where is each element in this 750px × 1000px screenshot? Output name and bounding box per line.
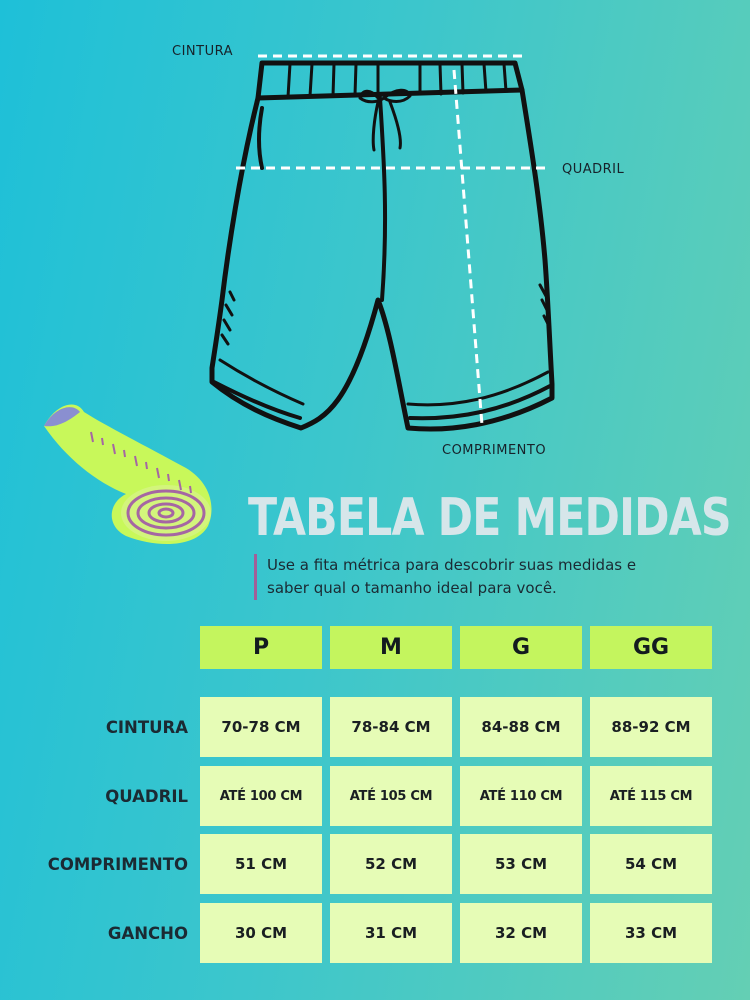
table-cell: ATÉ 115 CM: [590, 766, 712, 826]
tape-measure-icon: [36, 398, 226, 548]
subtitle: [254, 554, 727, 600]
table-cell: 78-84 CM: [330, 697, 452, 757]
subtitle-line-1: Use a fita métrica para descobrir suas medidas e: [267, 556, 637, 574]
size-header-g: G: [460, 626, 582, 669]
table-cell: 32 CM: [460, 903, 582, 963]
table-cell: 33 CM: [590, 903, 712, 963]
table-cell: 53 CM: [460, 834, 582, 894]
subtitle-line-2: saber qual o tamanho ideal para você.: [267, 579, 557, 597]
row-label-hip: QUADRIL: [105, 786, 188, 806]
row-label-rise: GANCHO: [107, 923, 188, 943]
waist-measure-label: CINTURA: [172, 44, 233, 59]
table-cell: 84-88 CM: [460, 697, 582, 757]
table-cell: ATÉ 100 CM: [200, 766, 322, 826]
table-cell: 51 CM: [200, 834, 322, 894]
size-header-m: M: [330, 626, 452, 669]
hip-measure-label: QUADRIL: [562, 162, 625, 177]
table-cell: 70-78 CM: [200, 697, 322, 757]
table-cell: ATÉ 105 CM: [330, 766, 452, 826]
table-cell: 30 CM: [200, 903, 322, 963]
table-cell: 31 CM: [330, 903, 452, 963]
table-cell: 52 CM: [330, 834, 452, 894]
table-cell: 54 CM: [590, 834, 712, 894]
table-cell: ATÉ 110 CM: [460, 766, 582, 826]
length-measure-label: COMPRIMENTO: [442, 443, 547, 458]
row-label-waist: CINTURA: [105, 717, 188, 737]
table-cell: 88-92 CM: [590, 697, 712, 757]
size-header-gg: GG: [590, 626, 712, 669]
size-header-p: P: [200, 626, 322, 669]
page-title: TABELA DE MEDIDAS: [248, 488, 731, 548]
row-label-length: COMPRIMENTO: [47, 854, 188, 874]
